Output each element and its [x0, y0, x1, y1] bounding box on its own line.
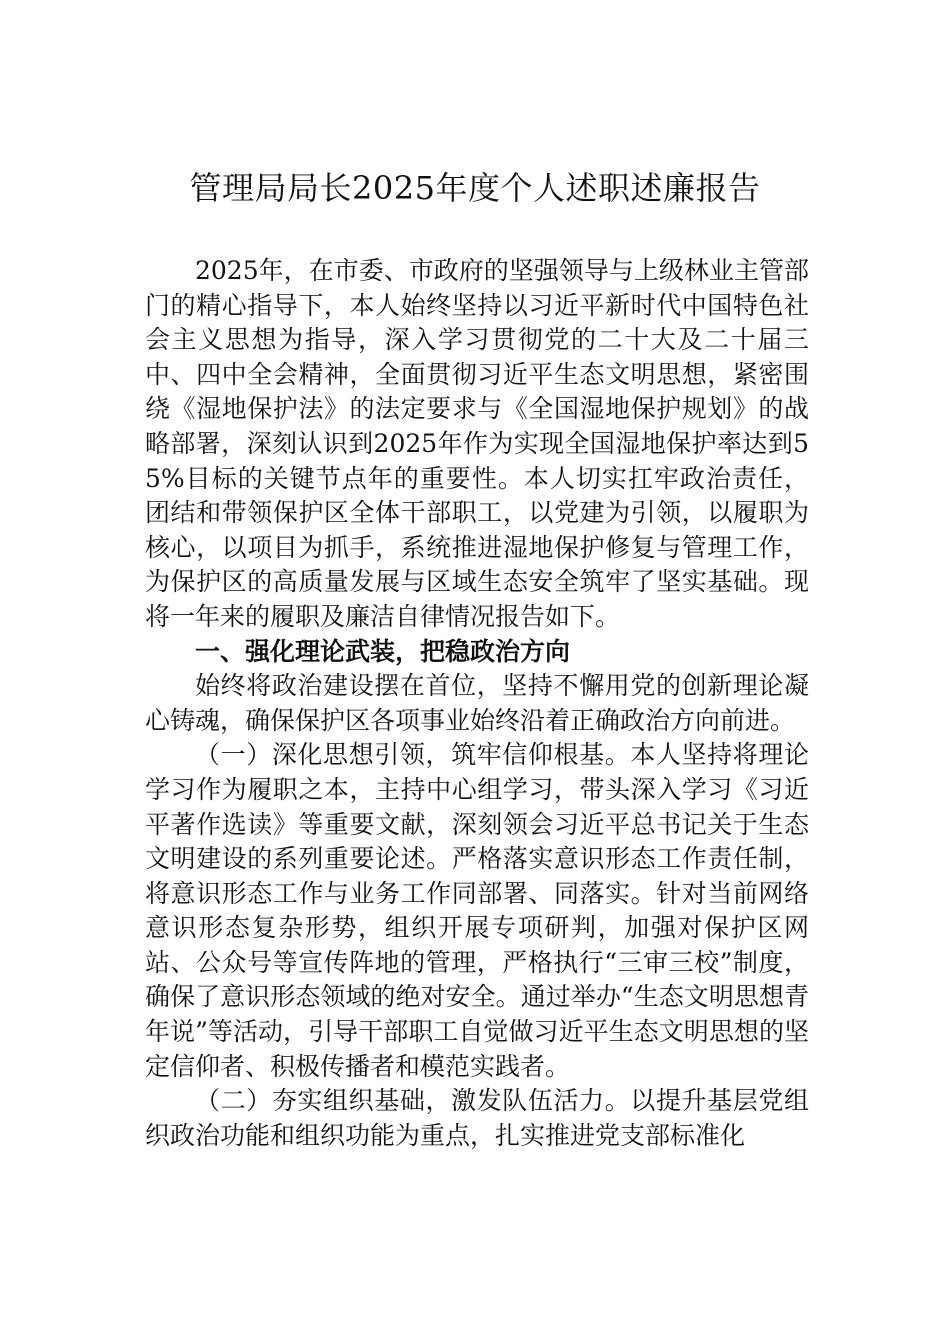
- subsection-1-paragraph: （一）深化思想引领，筑牢信仰根基。本人坚持将理论学习作为履职之本，主持中心组学习，带头深入学习《习近平著作选读》等重要文献，深刻领会习近平总书记关于生态文明建设的系列重要论述。严格落实意识形态工作责任制，将意识形态工作与业务工作同部署、同落实。针对当前网络意识形态复杂形势，组织开展专项研判，加强对保护区网站、公众号等宣传阵地的管理，严格执行“三审三校”制度，确保了意识形态领域的绝对安全。通过举办“生态文明思想青年说”等活动，引导干部职工自觉做习近平生态文明思想的坚定信仰者、积极传播者和模范实践者。: [145, 740, 809, 1081]
- subsection-2-paragraph: （二）夯实组织基础，激发队伍活力。以提升基层党组织政治功能和组织功能为重点，扎实推进党支部标准化: [145, 1086, 809, 1150]
- document-body: [145, 254, 809, 1153]
- intro-paragraph: 2025年，在市委、市政府的坚强领导与上级林业主管部门的精心指导下，本人始终坚持以习近平新时代中国特色社会主义思想为指导，深入学习贯彻党的二十大及二十届三中、四中全会精神，全面贯彻习近平生态文明思想，紧密围绕《湿地保护法》的法定要求与《全国湿地保护规划》的战略部署，深刻认识到2025年作为实现全国湿地保护率达到55%目标的关键节点年的重要性。本人切实扛牢政治责任，团结和带领保护区全体干部职工，以党建为引领，以履职为核心，以项目为抓手，系统推进湿地保护修复与管理工作，为保护区的高质量发展与区域生态安全筑牢了坚实基础。现将一年来的履职及廉洁自律情况报告如下。: [145, 256, 809, 631]
- section-1-intro-paragraph: 始终将政治建设摆在首位，坚持不懈用党的创新理论凝心铸魂，确保保护区各项事业始终沿着正确政治方向前进。: [145, 671, 809, 735]
- section-heading-1: 一、强化理论武装，把稳政治方向: [195, 636, 571, 666]
- document-title: 管理局局长2025年度个人述职述廉报告: [189, 169, 761, 207]
